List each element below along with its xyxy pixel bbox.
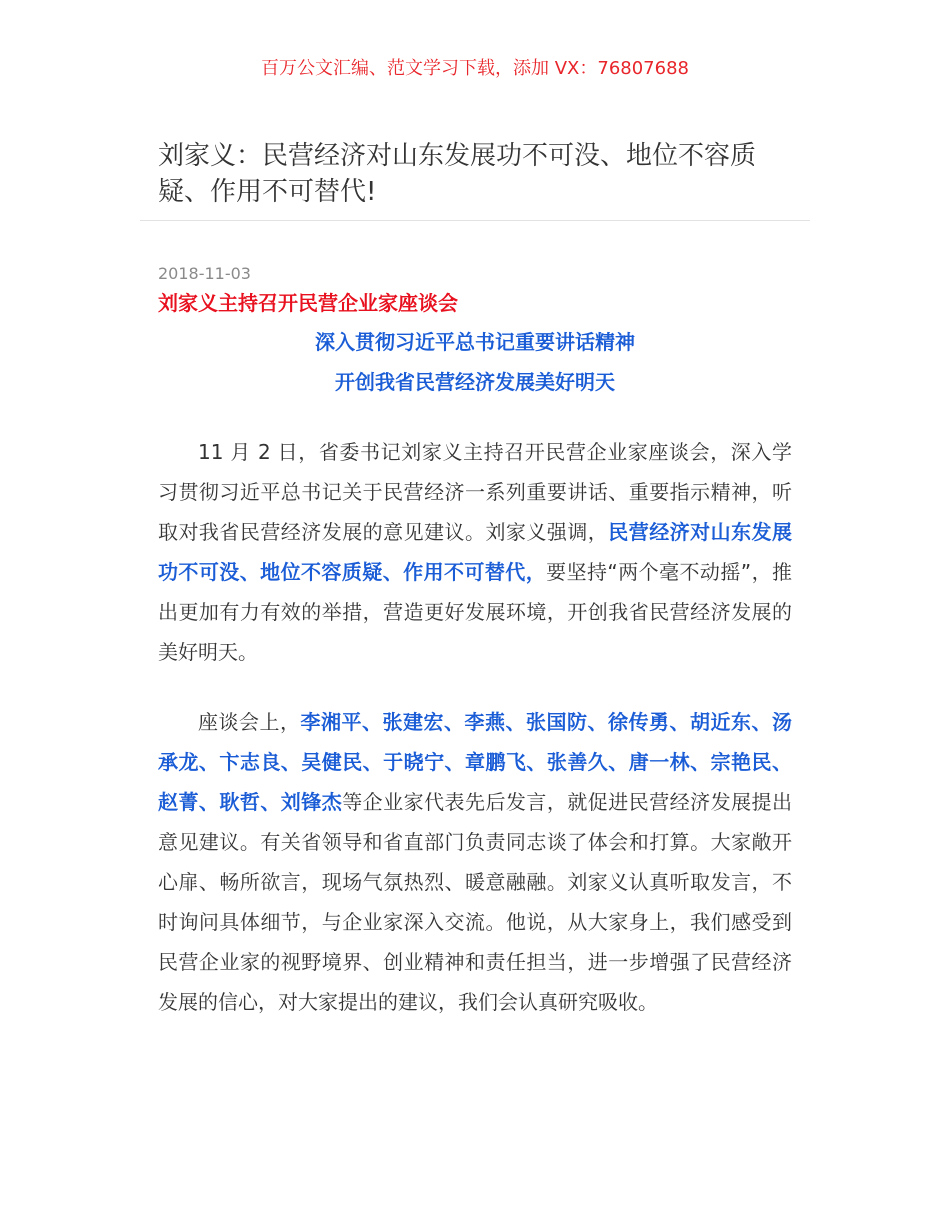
publish-date: 2018-11-03 [158, 264, 251, 283]
paragraph-1-text-before: 11 月 2 日，省委书记刘家义主持召开民营企业家座谈会，深入学习贯彻习近平总书记关于民营经济一系列重要讲话、重要指示精神，听取对我省民营经济发展的意见建议。刘家义强调， [158, 440, 792, 544]
title-divider [140, 220, 810, 221]
body-paragraph-2 [158, 702, 792, 1022]
article-headline: 刘家义主持召开民营企业家座谈会 [158, 291, 458, 315]
subheading-1: 深入贯彻习近平总书记重要讲话精神 [315, 330, 635, 354]
article-title: 刘家义：民营经济对山东发展功不可没、地位不容质疑、作用不可替代! [158, 141, 757, 207]
subheading-2: 开创我省民营经济发展美好明天 [335, 370, 615, 394]
promo-banner: 百万公文汇编、范文学习下载，添加 VX：76807688 [261, 58, 689, 79]
body-paragraph-1 [158, 432, 792, 672]
paragraph-2-text-before: 座谈会上， [198, 710, 301, 734]
paragraph-1-text-after: 要坚持“两个毫不动摇”，推出更加有力有效的举措，营造更好发展环境，开创我省民营经济发展的美好明天。 [158, 560, 792, 664]
paragraph-1-highlight: 民营经济对山东发展功不可没、地位不容质疑、作用不可替代， [158, 520, 793, 584]
paragraph-2-highlight-names: 李湘平、张建宏、李燕、张国防、徐传勇、胡近东、汤承龙、卞志良、吴健民、于晓宁、章鹏飞、张善久、唐一林、宗艳民、赵菁、耿哲、刘锋杰 [158, 710, 792, 814]
paragraph-2-text-after: 等企业家代表先后发言，就促进民营经济发展提出意见建议。有关省领导和省直部门负责同志谈了体会和打算。大家敞开心扉、畅所欲言，现场气氛热烈、暖意融融。刘家义认真听取发言，不时询问具体细节，与企业家深入交流。他说，从大家身上，我们感受到民营企业家的视野境界、创业精神和责任担当，进一步增强了民营经济发展的信心，对大家提出的建议，我们会认真研究吸收。 [158, 790, 793, 1014]
